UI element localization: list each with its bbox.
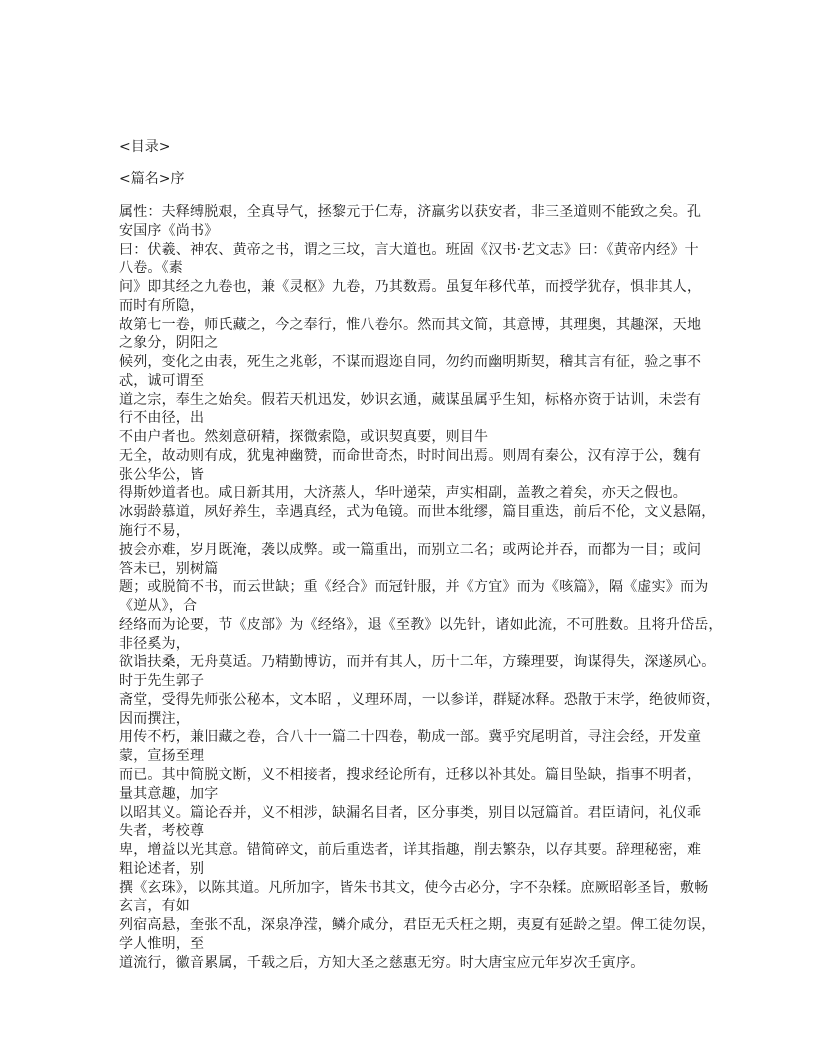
text-line: 卑，增益以光其意。错简碎文，前后重迭者，详其指趣，削去繁杂，以存其要。辞理秘密，难 — [119, 842, 702, 859]
text-line: 答未已，别树篇 — [119, 560, 219, 577]
text-line: 道流行，徽音累属，千载之后，方知大圣之慈惠无穷。时大唐宝应元年岁次壬寅序。 — [119, 954, 645, 971]
text-line: 施行不易， — [119, 523, 190, 540]
text-line: 冰弱龄慕道，夙好养生，幸遇真经，式为龟镜。而世本纰缪，篇目重迭，前后不伦，文义悬隔， — [119, 504, 716, 521]
text-line: 属性：夫释缚脱艰，全真导气，拯黎元于仁寿，济羸劣以获安者，非三圣道则不能致之矣。孔 — [119, 204, 702, 220]
text-line: 蒙，宣扬至理 — [119, 748, 205, 765]
text-line: 以昭其义。篇论吞并，义不相涉，缺漏名目者，区分事类，别目以冠篇首。君臣请问，礼仪乖 — [119, 804, 702, 821]
text-line: 列宿高悬，奎张不乱，深泉净滢，鳞介咸分，君臣无夭枉之期，夷夏有延龄之望。俾工徒勿误， — [119, 917, 716, 934]
text-line: 玄言，有如 — [119, 898, 190, 915]
text-line: 故第七一卷，师氏藏之，今之奉行，惟八卷尔。然而其文简，其意博，其理奥，其趣深，天地 — [119, 316, 702, 333]
text-line: 时于先生郭子 — [119, 673, 205, 690]
text-line: 撰《玄珠》，以陈其道。凡所加字，皆朱书其文，使今古必分，字不杂糅。庶厥昭彰圣旨，敷畅 — [119, 879, 709, 896]
text-line: 经络而为论要，节《皮部》为《经络》，退《至教》以先针，诸如此流，不可胜数。且将升岱岳， — [119, 616, 723, 633]
text-line: 《逆从》，合 — [119, 598, 198, 615]
text-line: 无全，故动则有成，犹鬼神幽赞，而命世奇杰，时时间出焉。则周有秦公，汉有淳于公，魏有 — [119, 447, 702, 464]
text-line: 量其意趣，加字 — [119, 785, 219, 802]
text-line: 而已。其中简脱文断，义不相接者，搜求经论所有，迁移以补其处。篇目坠缺，指事不明者， — [119, 766, 702, 783]
text-line: 用传不朽，兼旧藏之卷，合八十一篇二十四卷，勒成一部。冀乎究尾明首，寻注会经，开发童 — [119, 729, 702, 746]
text-line: 行不由径，出 — [119, 410, 205, 427]
text-line: 曰：伏羲、神农、黄帝之书，谓之三坟，言大道也。班固《汉书·艺文志》曰：《黄帝内经》十 — [119, 241, 699, 258]
text-line: 学人惟明，至 — [119, 935, 205, 952]
text-line: 粗论述者，别 — [119, 860, 205, 877]
toc-label: <目录> — [119, 139, 171, 155]
text-line: 问》即其经之九卷也，兼《灵枢》九卷，乃其数焉。虽复年移代革，而授学犹存，惧非其人， — [119, 279, 702, 296]
text-line: 失者，考校尊 — [119, 823, 205, 840]
text-line: 忒，诚可谓至 — [119, 372, 205, 389]
text-line: 非径奚为， — [119, 635, 190, 652]
text-line: 而时有所隐， — [119, 297, 205, 314]
text-line: 安国序《尚书》 — [119, 222, 219, 239]
text-line: 欲诣扶桑，无舟莫适。乃精勤博访，而并有其人，历十二年，方臻理要，询谋得失，深遂夙心。 — [119, 654, 716, 671]
section-title: <篇名>序 — [119, 171, 185, 187]
text-line: 张公华公，皆 — [119, 466, 205, 483]
text-line: 得斯妙道者也。咸日新其用，大济蒸人，华叶递荣，声实相副，盖教之着矣，亦天之假也。 — [119, 485, 687, 502]
preface-body — [119, 203, 723, 972]
text-line: 道之宗，奉生之始矣。假若天机迅发，妙识玄通，蒇谋虽属乎生知，标格亦资于诂训，未尝有 — [119, 391, 702, 408]
text-line: 八卷。《素 — [119, 260, 183, 277]
text-line: 之象分，阴阳之 — [119, 335, 219, 352]
text-line: 斋堂，受得先师张公秘本，文本昭 ，义理环周，一以参详，群疑冰释。恐散于末学，绝彼师资， — [119, 691, 721, 708]
text-line: 不由户者也。然刻意研精，探微索隐，或识契真要，则目牛 — [119, 429, 489, 446]
text-line: 披会亦难，岁月既淹，袭以成弊。或一篇重出，而别立二名；或两论并吞，而都为一目；或问 — [119, 541, 702, 558]
text-line: 题；或脱简不书，而云世缺；重《经合》而冠针服，并《方宜》而为《咳篇》，隔《虚实》而为 — [119, 579, 709, 596]
text-line: 因而撰注， — [119, 710, 190, 727]
text-line: 候列，变化之由表，死生之兆彰，不谋而遐迩自同，勿约而幽明斯契，稽其言有征，验之事不 — [119, 354, 702, 371]
